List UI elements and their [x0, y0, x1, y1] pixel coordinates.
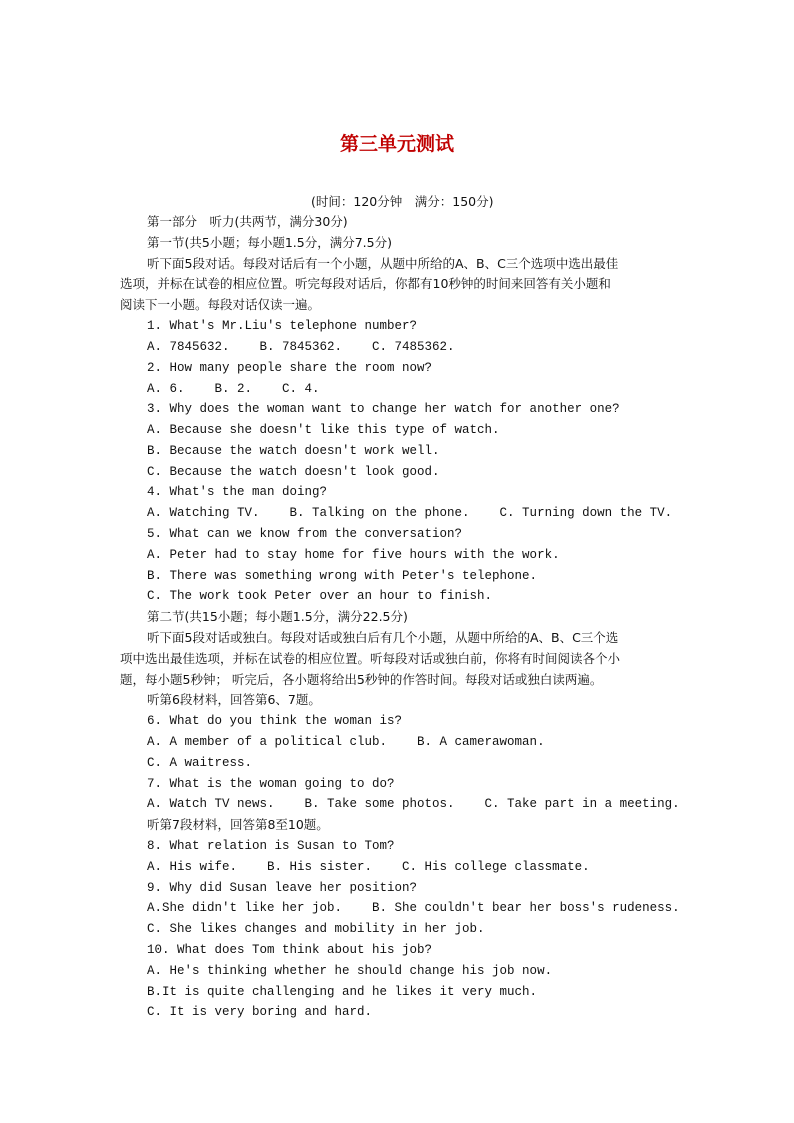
- answer-option: B. There was something wrong with Peter's telephone.: [147, 569, 538, 583]
- question-text: 4. What's the man doing?: [147, 485, 328, 499]
- answer-options: A. 7845632. B. 7845362. C. 7485362.: [147, 340, 455, 354]
- section-heading: 第二节(共15小题；每小题1.5分，满分22.5分): [147, 609, 408, 624]
- answer-option: A. He's thinking whether he should change his job now.: [147, 964, 553, 978]
- answer-option: C. She likes changes and mobility in her job.: [147, 922, 485, 936]
- question-text: 2. How many people share the room now?: [147, 361, 433, 375]
- question-text: 7. What is the woman going to do?: [147, 777, 395, 791]
- question-text: 6. What do you think the woman is?: [147, 714, 403, 728]
- answer-options: A. His wife. B. His sister. C. His college classmate.: [147, 860, 590, 874]
- question-text: 1. What's Mr.Liu's telephone number?: [147, 319, 418, 333]
- instruction-text: 听第7段材料，回答第8至10题。: [147, 817, 329, 832]
- answer-options: A. 6. B. 2. C. 4.: [147, 382, 320, 396]
- instruction-text: 听第6段材料，回答第6、7题。: [147, 692, 321, 707]
- answer-options: A. A member of a political club. B. A camerawoman.: [147, 735, 545, 749]
- question-text: 10. What does Tom think about his job?: [147, 943, 433, 957]
- answer-option: C. It is very boring and hard.: [147, 1005, 373, 1019]
- instruction-text: 题，每小题5秒钟； 听完后，各小题将给出5秒钟的作答时间。每段对话或独白读两遍。: [120, 672, 603, 687]
- answer-option: C. Because the watch doesn't look good.: [147, 465, 440, 479]
- instruction-text: 项中选出最佳选项，并标在试卷的相应位置。听每段对话或独白前，你将有时间阅读各个小: [120, 651, 621, 666]
- instruction-text: 听下面5段对话或独白。每段对话或独白后有几个小题，从题中所给的A、B、C三个选: [147, 630, 619, 645]
- answer-option: C. A waitress.: [147, 756, 253, 770]
- instruction-text: 听下面5段对话。每段对话后有一个小题，从题中所给的A、B、C三个选项中选出最佳: [147, 256, 619, 271]
- answer-option: C. The work took Peter over an hour to finish.: [147, 589, 493, 603]
- answer-options: A. Watching TV. B. Talking on the phone. C. Turning down the TV.: [147, 506, 673, 520]
- instruction-text: 阅读下一小题。每段对话仅读一遍。: [120, 297, 321, 312]
- answer-options: A.She didn't like her job. B. She couldn't bear her boss's rudeness.: [147, 901, 680, 915]
- page-title: 第三单元测试: [339, 133, 454, 155]
- section-heading: 第一节(共5小题；每小题1.5分，满分7.5分): [147, 235, 392, 250]
- answer-options: A. Watch TV news. B. Take some photos. C. Take part in a meeting.: [147, 797, 680, 811]
- instruction-text: 选项，并标在试卷的相应位置。听完每段对话后，你都有10秒钟的时间来回答有关小题和: [120, 276, 611, 291]
- subtitle: (时间：120分钟 满分：150分): [311, 194, 494, 209]
- question-text: 9. Why did Susan leave her position?: [147, 881, 418, 895]
- answer-option: B. Because the watch doesn't work well.: [147, 444, 440, 458]
- section-heading: 第一部分 听力(共两节，满分30分): [147, 214, 348, 229]
- answer-option: B.It is quite challenging and he likes it very much.: [147, 985, 538, 999]
- question-text: 3. Why does the woman want to change her watch for another one?: [147, 402, 620, 416]
- question-text: 8. What relation is Susan to Tom?: [147, 839, 395, 853]
- answer-option: A. Because she doesn't like this type of watch.: [147, 423, 500, 437]
- question-text: 5. What can we know from the conversation?: [147, 527, 463, 541]
- answer-option: A. Peter had to stay home for five hours with the work.: [147, 548, 560, 562]
